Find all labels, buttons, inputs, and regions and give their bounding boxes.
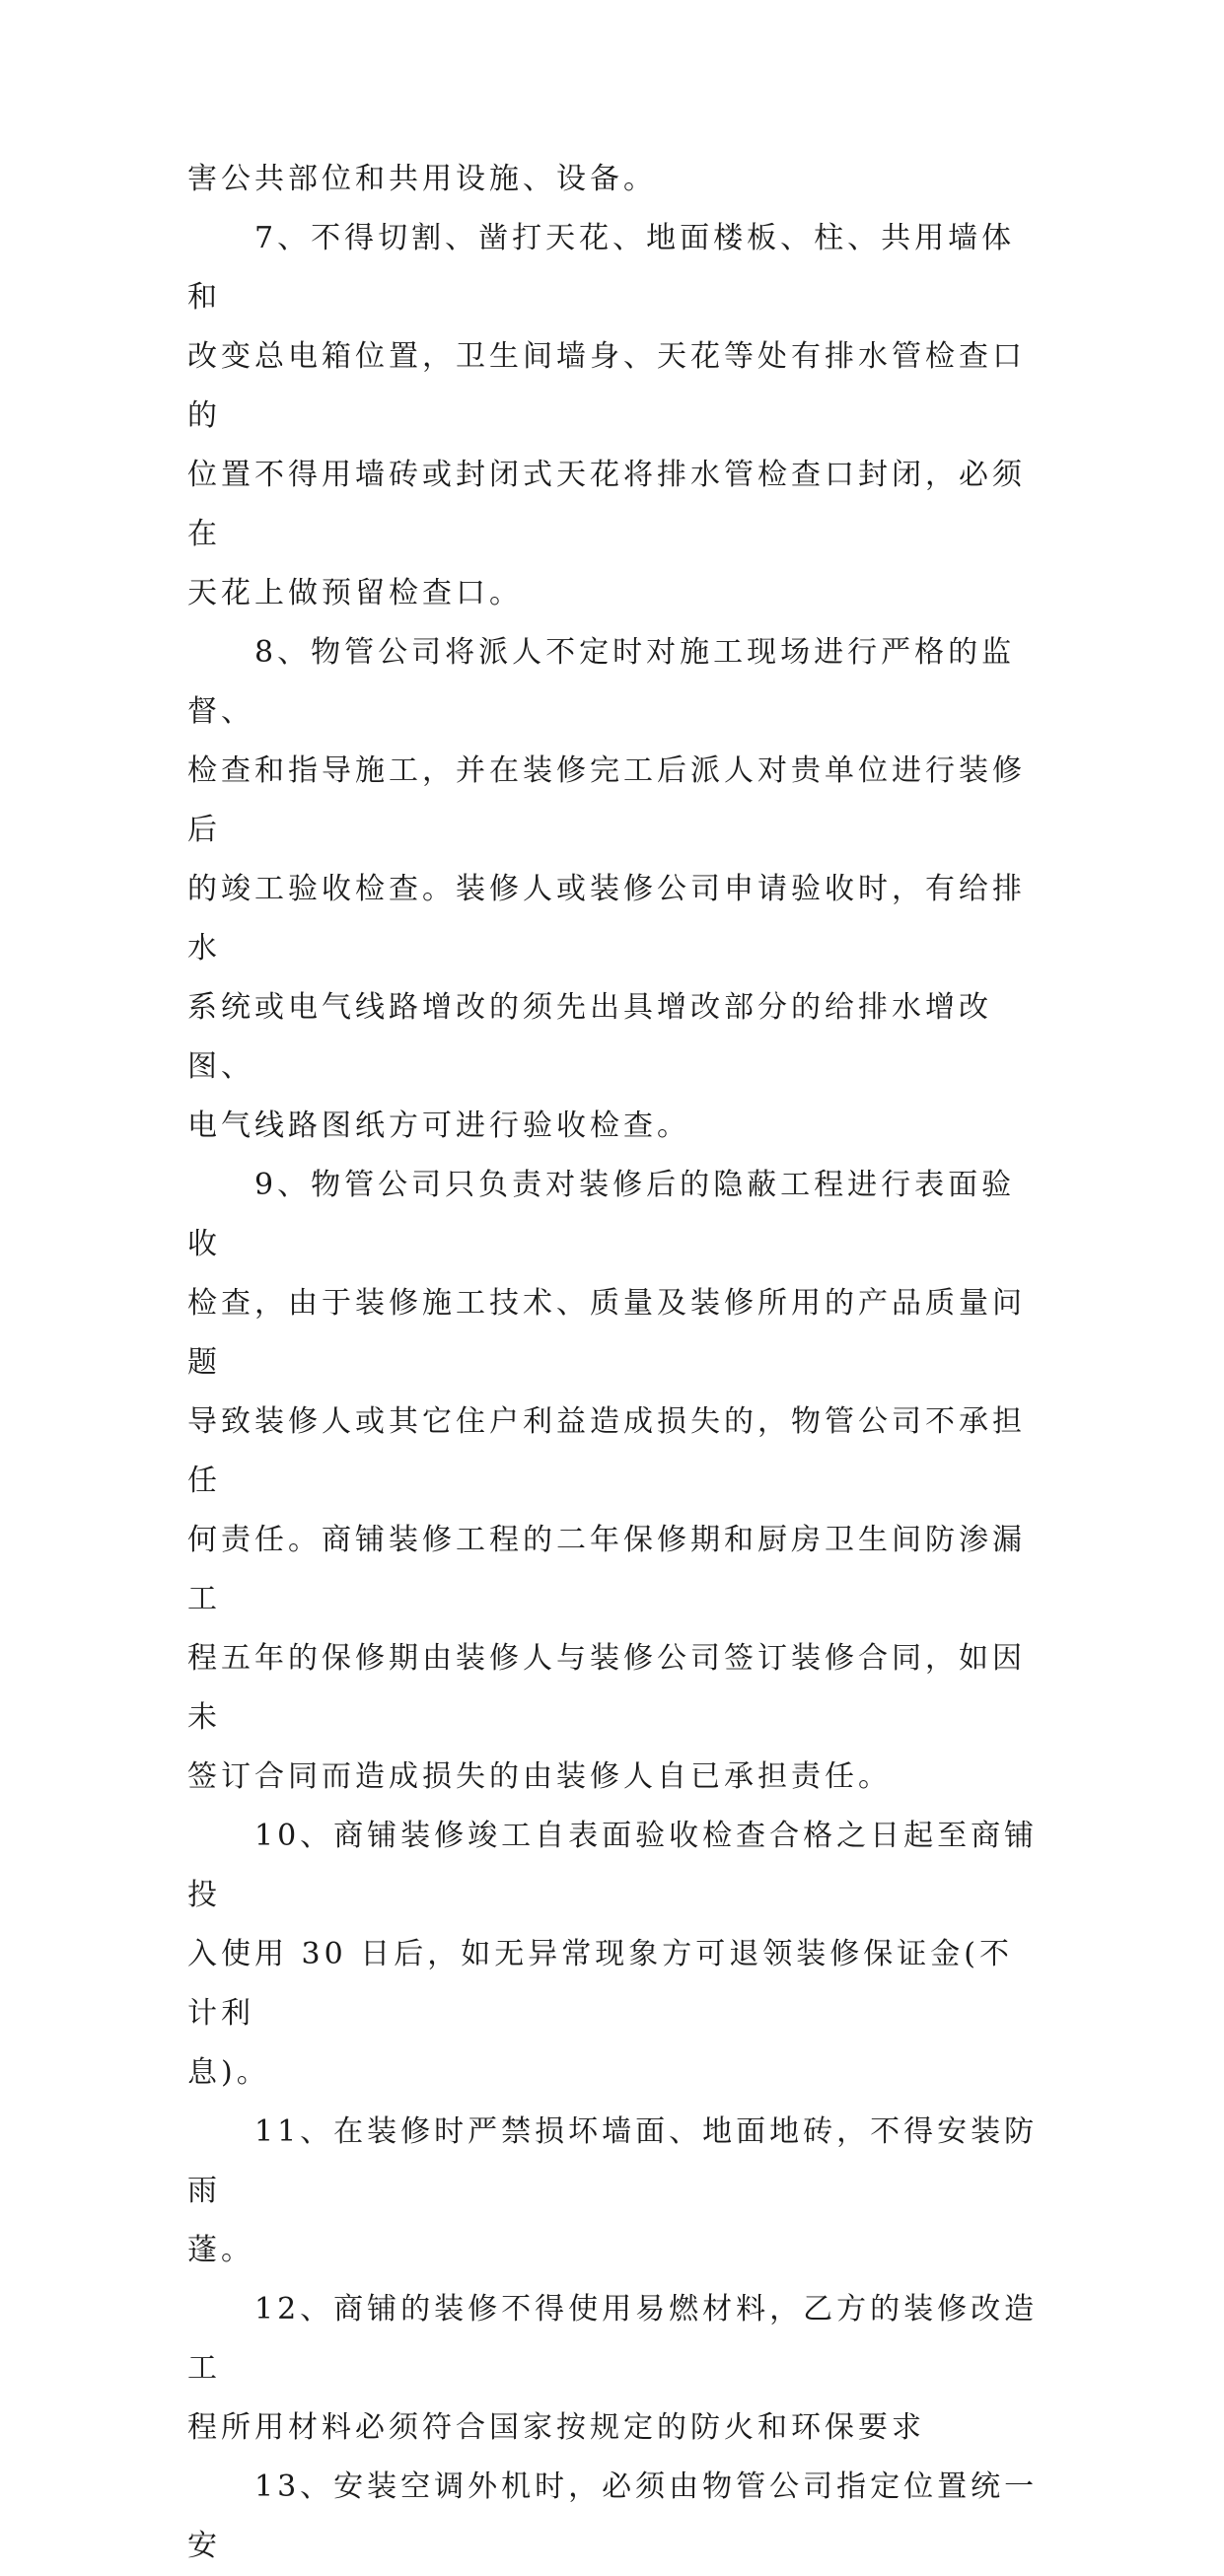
paragraph-item-11: 11、在装修时严禁损坏墙面、地面地砖，不得安装防雨 蓬。 <box>187 2114 1039 2267</box>
paragraph-item-12: 12、商铺的装修不得使用易燃材料，乙方的装修改造工 程所用材料必须符合国家按规定的防火和环保要求 <box>187 2292 1039 2445</box>
paragraph-item-7: 7、不得切割、凿打天花、地面楼板、柱、共用墙体和 改变总电箱位置，卫生间墙身、天花等处有排水管检查口的 位置不得用墙砖或封闭式天花将排水管检查口封闭，必须在 天花上做预留检查口。 <box>187 221 1026 610</box>
paragraph-item-8: 8、物管公司将派人不定时对施工现场进行严格的监督、 检查和指导施工，并在装修完工后派人对贵单位进行装修后 的竣工验收检查。装修人或装修公司申请验收时，有给排水 系统或电气线路增改的须先出具增改部分的给排水增改图、 电气线路图纸方可进行验收检查。 <box>187 635 1026 1143</box>
paragraph-item-10: 10、商铺装修竣工自表面验收检查合格之日起至商铺投 入使用 30 日后，如无异常现象方可退领装修保证金(不计利 息)。 <box>187 1819 1039 2090</box>
paragraph-item-13: 13、安装空调外机时，必须由物管公司指定位置统一安 <box>187 2469 1039 2563</box>
document-body <box>187 150 1045 2576</box>
paragraph-continued: 害公共部位和共用设施、设备。 <box>187 162 657 196</box>
paragraph-item-9: 9、物管公司只负责对装修后的隐蔽工程进行表面验收 检查，由于装修施工技术、质量及装修所用的产品质量问题 导致装修人或其它住户利益造成损失的，物管公司不承担任 何责任。商铺装修工程的二年保修期和厨房卫生间防渗漏工 程五年的保修期由装修人与装修公司签订装修合同，如因未 签订合同而造成损失的由装修人自已承担责任。 <box>187 1168 1026 1794</box>
